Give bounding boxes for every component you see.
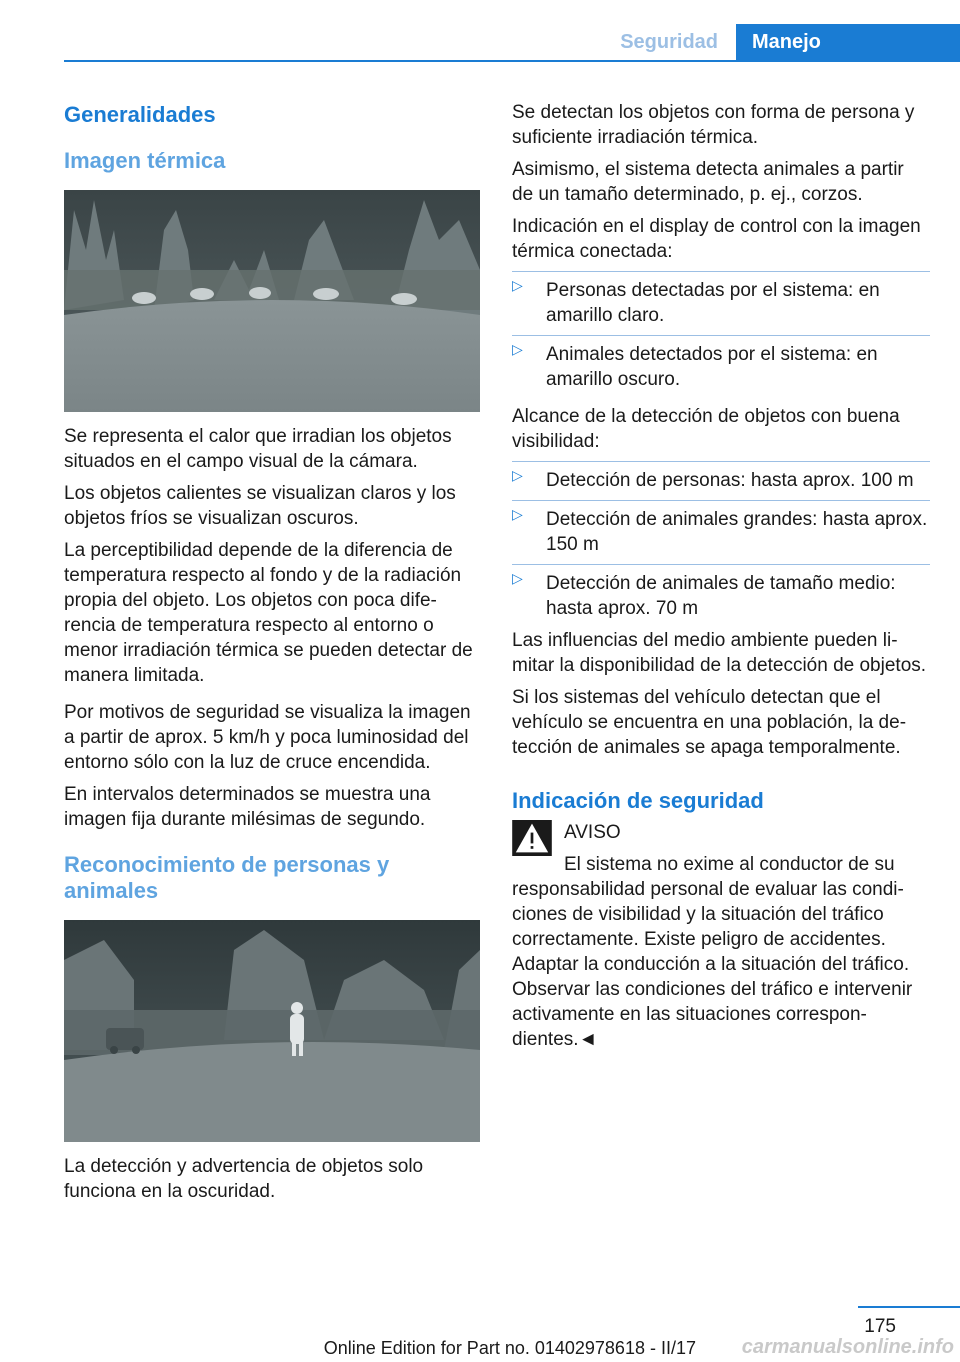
warning-text: responsabilidad personal de evaluar las condiciones de visibilidad y la situación del tráfico correctamente. Existe peligro de accidentes. Adaptar la conducción a la situación del tráfico. Observar las condiciones del tráfico e intervenir activamente en las situaciones correspondientes.◄ [512,879,913,1050]
paragraph: Alcance de la detección de objetos con buena visibilidad: [512,406,900,452]
display-indication-list [512,271,930,392]
list-item: ▷ Detección de animales grandes: hasta aprox. 150 m [512,500,930,557]
paragraph: Si los sistemas del vehículo detectan que el vehículo se encuentra en una población, la detección de animales se apaga temporalmente. [512,687,907,758]
left-column [64,100,480,1211]
triangle-bullet-icon: ▷ [512,570,523,586]
heading-indicacion-seguridad: Indicación de seguridad [512,788,764,813]
heading-reconocimiento: Reconocimiento de personas y animales [64,852,390,903]
warning-label: AVISO [564,822,621,843]
paragraph: Se detectan los objetos con forma de persona y suficiente irradiación térmica. [512,102,915,148]
paragraph: La detección y advertencia de objetos solo funciona en la oscuridad. [64,1156,424,1202]
thermal-image-pedestrian [64,920,480,1142]
triangle-bullet-icon: ▷ [512,341,523,357]
heading-generalidades: Generalidades [64,102,216,127]
list-item: ▷ Personas detectadas por el sistema: en amarillo claro. [512,271,930,328]
footer-divider [858,1306,960,1308]
thermal-image-animals [64,190,480,412]
warning-triangle-icon [512,820,552,856]
heading-imagen-termica: Imagen térmica [64,148,226,173]
watermark: carmanualsonline.info [741,1336,954,1358]
header-tabs [602,24,960,61]
list-item: ▷ Animales detectados por el sistema: en amarillo oscuro. [512,335,930,392]
page-number: 175 [864,1316,896,1337]
tab-manejo[interactable]: Manejo [736,24,960,61]
right-column [512,100,930,1052]
paragraph: Por motivos de seguridad se visualiza la imagen a partir de aprox. 5 km/h y poca luminosidad del entorno sólo con la luz de cruce encendida. [64,702,471,773]
triangle-bullet-icon: ▷ [512,467,523,483]
paragraph: La perceptibilidad depende de la diferencia de temperatura respecto al fondo y de la radiación propia del objeto. Los objetos con poca diferencia de temperatura respecto al entorno o menor irradiación térmica se pueden detectar de manera limitada. [64,540,473,686]
detection-range-list [512,461,930,621]
triangle-bullet-icon: ▷ [512,277,523,293]
warning-block [512,820,930,877]
paragraph: Las influencias del medio ambiente pueden limitar la disponibilidad de la detección de objetos. [512,630,927,676]
paragraph: Asimismo, el sistema detecta animales a partir de un tamaño determinado, p. ej., corzos. [512,159,904,205]
tab-seguridad[interactable]: Seguridad [602,24,736,61]
warning-first-line: El sistema no exime al conductor de su [564,854,895,875]
paragraph: Los objetos calientes se visualizan claros y los objetos fríos se visualizan oscuros. [64,483,456,529]
list-item: ▷ Detección de animales de tamaño medio: hasta aprox. 70 m [512,564,930,621]
triangle-bullet-icon: ▷ [512,506,523,522]
paragraph: En intervalos determinados se muestra una imagen fija durante milésimas de segundo. [64,784,431,830]
list-item: ▷ Detección de personas: hasta aprox. 100 m [512,461,930,493]
header-divider [64,60,960,62]
paragraph: Indicación en el display de control con la imagen térmica conectada: [512,216,921,262]
paragraph: Se representa el calor que irradian los objetos situados en el campo visual de la cámara. [64,426,452,472]
edition-line: Online Edition for Part no. 01402978618 - II/17 [323,1338,696,1358]
